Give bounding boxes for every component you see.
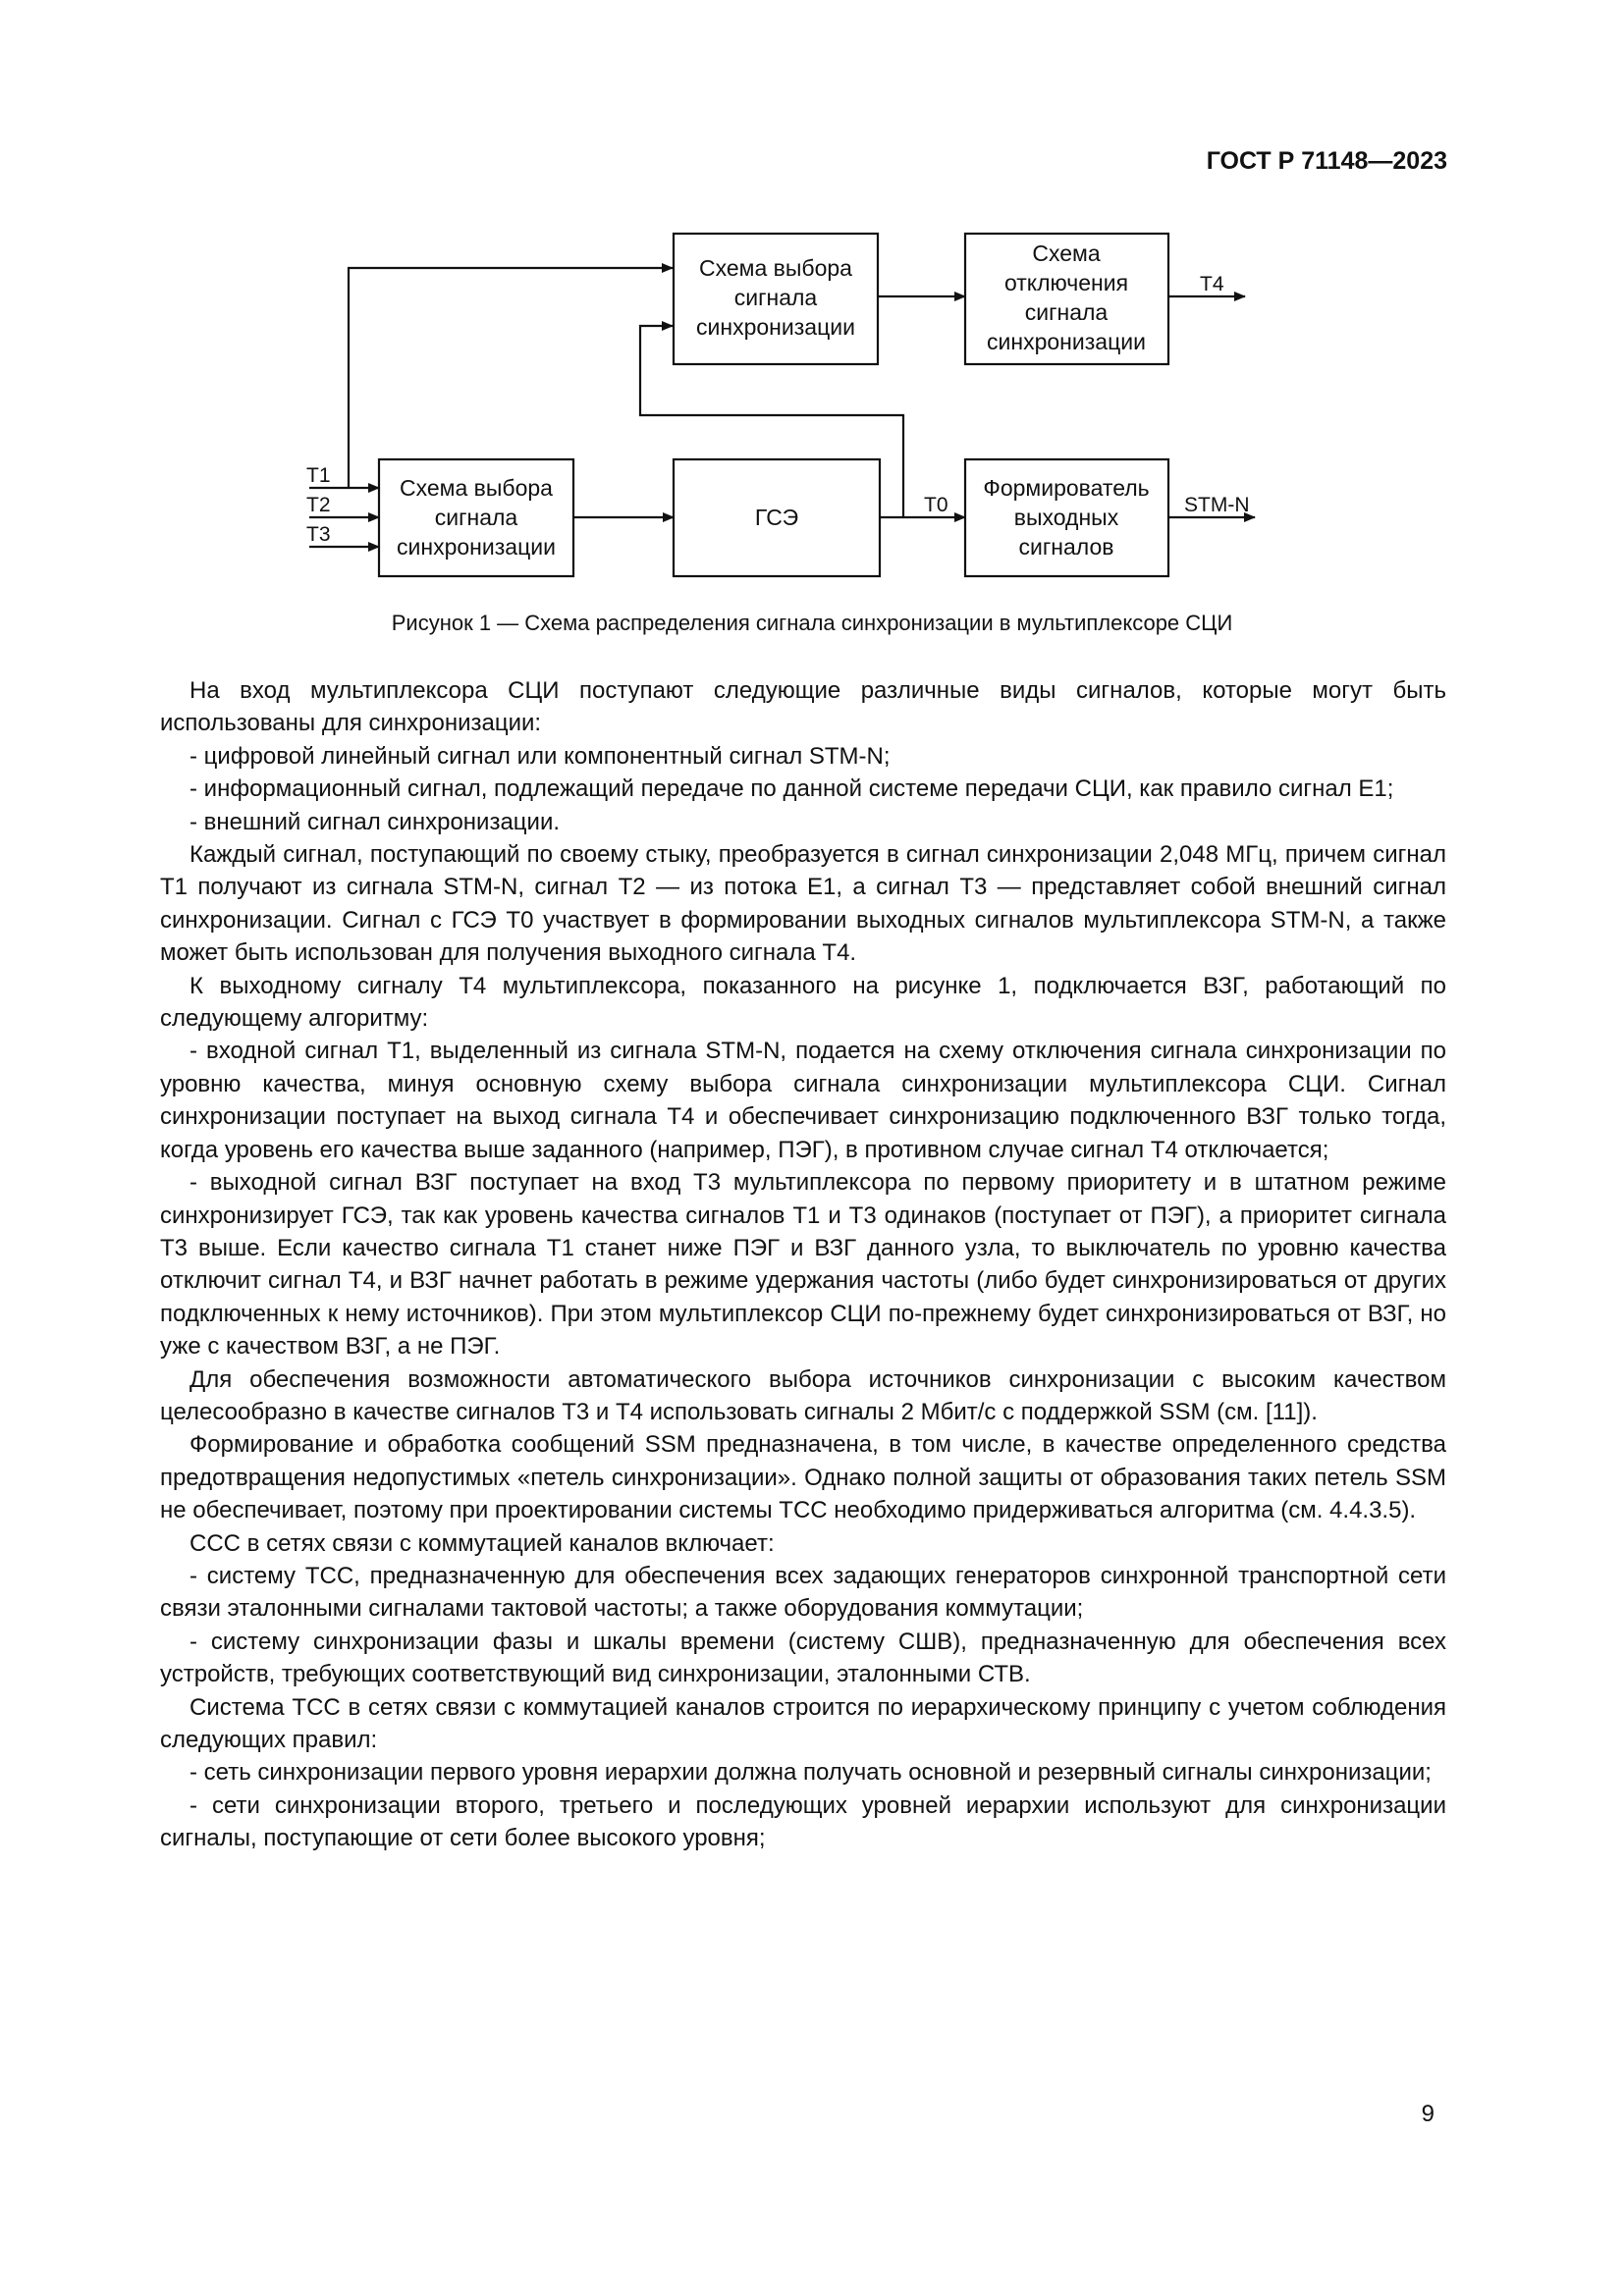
svg-text:Схема: Схема [1032,240,1101,266]
svg-text:сигналов: сигналов [1018,534,1114,560]
document-body [160,674,1446,1855]
paragraph: - информационный сигнал, подлежащий передаче по данной системе передачи СЦИ, как правило сигнал E1; [189,775,1394,803]
svg-text:ГСЭ: ГСЭ [754,505,799,530]
paragraph: Каждый сигнал, поступающий по своему стыку, преобразуется в сигнал синхронизации 2,048 МГц, причем сигнал T1 получают из сигнала STM-N, сигнал T2 — из потока E1, а сигнал T3 — представляет собой внешний сигнал синхронизации. Сигнал с ГСЭ T0 участвует в формировании выходных сигналов мультиплексора STM-N, а также может быть использован для получения выходного сигнала T4. [160,841,1446,967]
paragraph: - систему синхронизации фазы и шкалы времени (систему СШВ), предназначенную для обеспечения всех устройств, требующих соответствующий вид синхронизации, эталонными СТВ. [160,1628,1446,1688]
svg-text:сигнала: сигнала [733,285,818,310]
svg-text:синхронизации: синхронизации [987,329,1146,354]
t2-label: T2 [306,494,331,516]
stm-n-label: STM-N [1184,494,1250,516]
paragraph: - систему ТСС, предназначенную для обеспечения всех задающих генераторов синхронной транспортной сети связи эталонными сигналами тактовой частоты; а также оборудования коммутации; [160,1562,1446,1623]
svg-text:сигнала: сигнала [1024,299,1109,325]
sync-select-block-bottom [379,459,573,576]
sync-distribution-diagram [0,0,1624,609]
sync-select-block-top [674,234,878,364]
t0-label: T0 [924,494,948,516]
svg-text:Схема выбора: Схема выбора [400,475,553,501]
output-former-block [965,459,1168,576]
paragraph: - цифровой линейный сигнал или компонентный сигнал STM-N; [189,742,891,770]
t1-label: T1 [306,464,331,487]
sync-disconnect-block [965,234,1168,364]
paragraph: - входной сигнал T1, выделенный из сигнала STM-N, подается на схему отключения сигнала синхронизации по уровню качества, минуя основную схему выбора сигнала синхронизации мультиплексора СЦИ. Сигнал синхронизации поступает на выход сигнала T4 и обеспечивает синхронизацию подключенного ВЗГ только тогда, когда уровень его качества выше заданного (например, ПЭГ), в противном случае сигнал T4 отключается; [160,1038,1446,1163]
svg-text:Схема выбора: Схема выбора [699,255,852,281]
svg-text:сигнала: сигнала [434,505,518,530]
t4-label: T4 [1200,273,1224,295]
paragraph: - внешний сигнал синхронизации. [189,808,561,835]
svg-text:синхронизации: синхронизации [696,314,855,340]
paragraph: На вход мультиплексора СЦИ поступают следующие различные виды сигналов, которые могут быть использованы для синхронизации: [160,677,1446,737]
svg-text:выходных: выходных [1013,505,1119,530]
svg-text:Формирователь: Формирователь [983,475,1150,501]
paragraph: Формирование и обработка сообщений SSM предназначена, в том числе, в качестве определенного средства предотвращения недопустимых «петель синхронизации». Однако полной защиты от образования таких петель SSM не обеспечивает, поэтому при проектировании системы ТСС необходимо придерживаться алгоритма (см. 4.4.3.5). [160,1431,1446,1524]
t3-label: T3 [306,523,331,546]
svg-text:синхронизации: синхронизации [397,534,556,560]
paragraph: - сети синхронизации второго, третьего и последующих уровней иерархии используют для синхронизации сигналы, поступающие от сети более высокого уровня; [160,1791,1446,1852]
paragraph: Система ТСС в сетях связи с коммутацией каналов строится по иерархическому принципу с учетом соблюдения следующих правил: [160,1693,1446,1753]
figure-caption: Рисунок 1 — Схема распределения сигнала синхронизации в мультиплексоре СЦИ [391,611,1233,635]
page-number: 9 [1421,2101,1435,2127]
document-header: ГОСТ Р 71148—2023 [1206,147,1447,175]
paragraph: - выходной сигнал ВЗГ поступает на вход T3 мультиплексора по первому приоритету и в штатном режиме синхронизирует ГСЭ, так как уровень качества сигналов T1 и T3 одинаков (поступает от ПЭГ), а приоритет сигнала T3 выше. Если качество сигнала T1 станет ниже ПЭГ и ВЗГ данного узла, то выключатель по уровню качества отключит сигнал T4, и ВЗГ начнет работать в режиме удержания частоты (либо будет синхронизироваться от других подключенных к нему источников). При этом мультиплексор СЦИ по-прежнему будет синхронизироваться от ВЗГ, но уже с качеством ВЗГ, а не ПЭГ. [160,1169,1446,1361]
t1-bypass-line [349,268,673,488]
paragraph: ССС в сетях связи с коммутацией каналов включает: [189,1529,775,1557]
paragraph: - сеть синхронизации первого уровня иерархии должна получать основной и резервный сигналы синхронизации; [189,1759,1432,1787]
gse-block [674,459,880,576]
svg-text:отключения: отключения [1003,270,1129,295]
paragraph: Для обеспечения возможности автоматического выбора источников синхронизации с высоким качеством целесообразно в качестве сигналов T3 и T4 использовать сигналы 2 Мбит/с с поддержкой SSM (см. [11]). [160,1365,1446,1425]
paragraph: К выходному сигналу T4 мультиплексора, показанного на рисунке 1, подключается ВЗГ, работающий по следующему алгоритму: [160,972,1446,1033]
